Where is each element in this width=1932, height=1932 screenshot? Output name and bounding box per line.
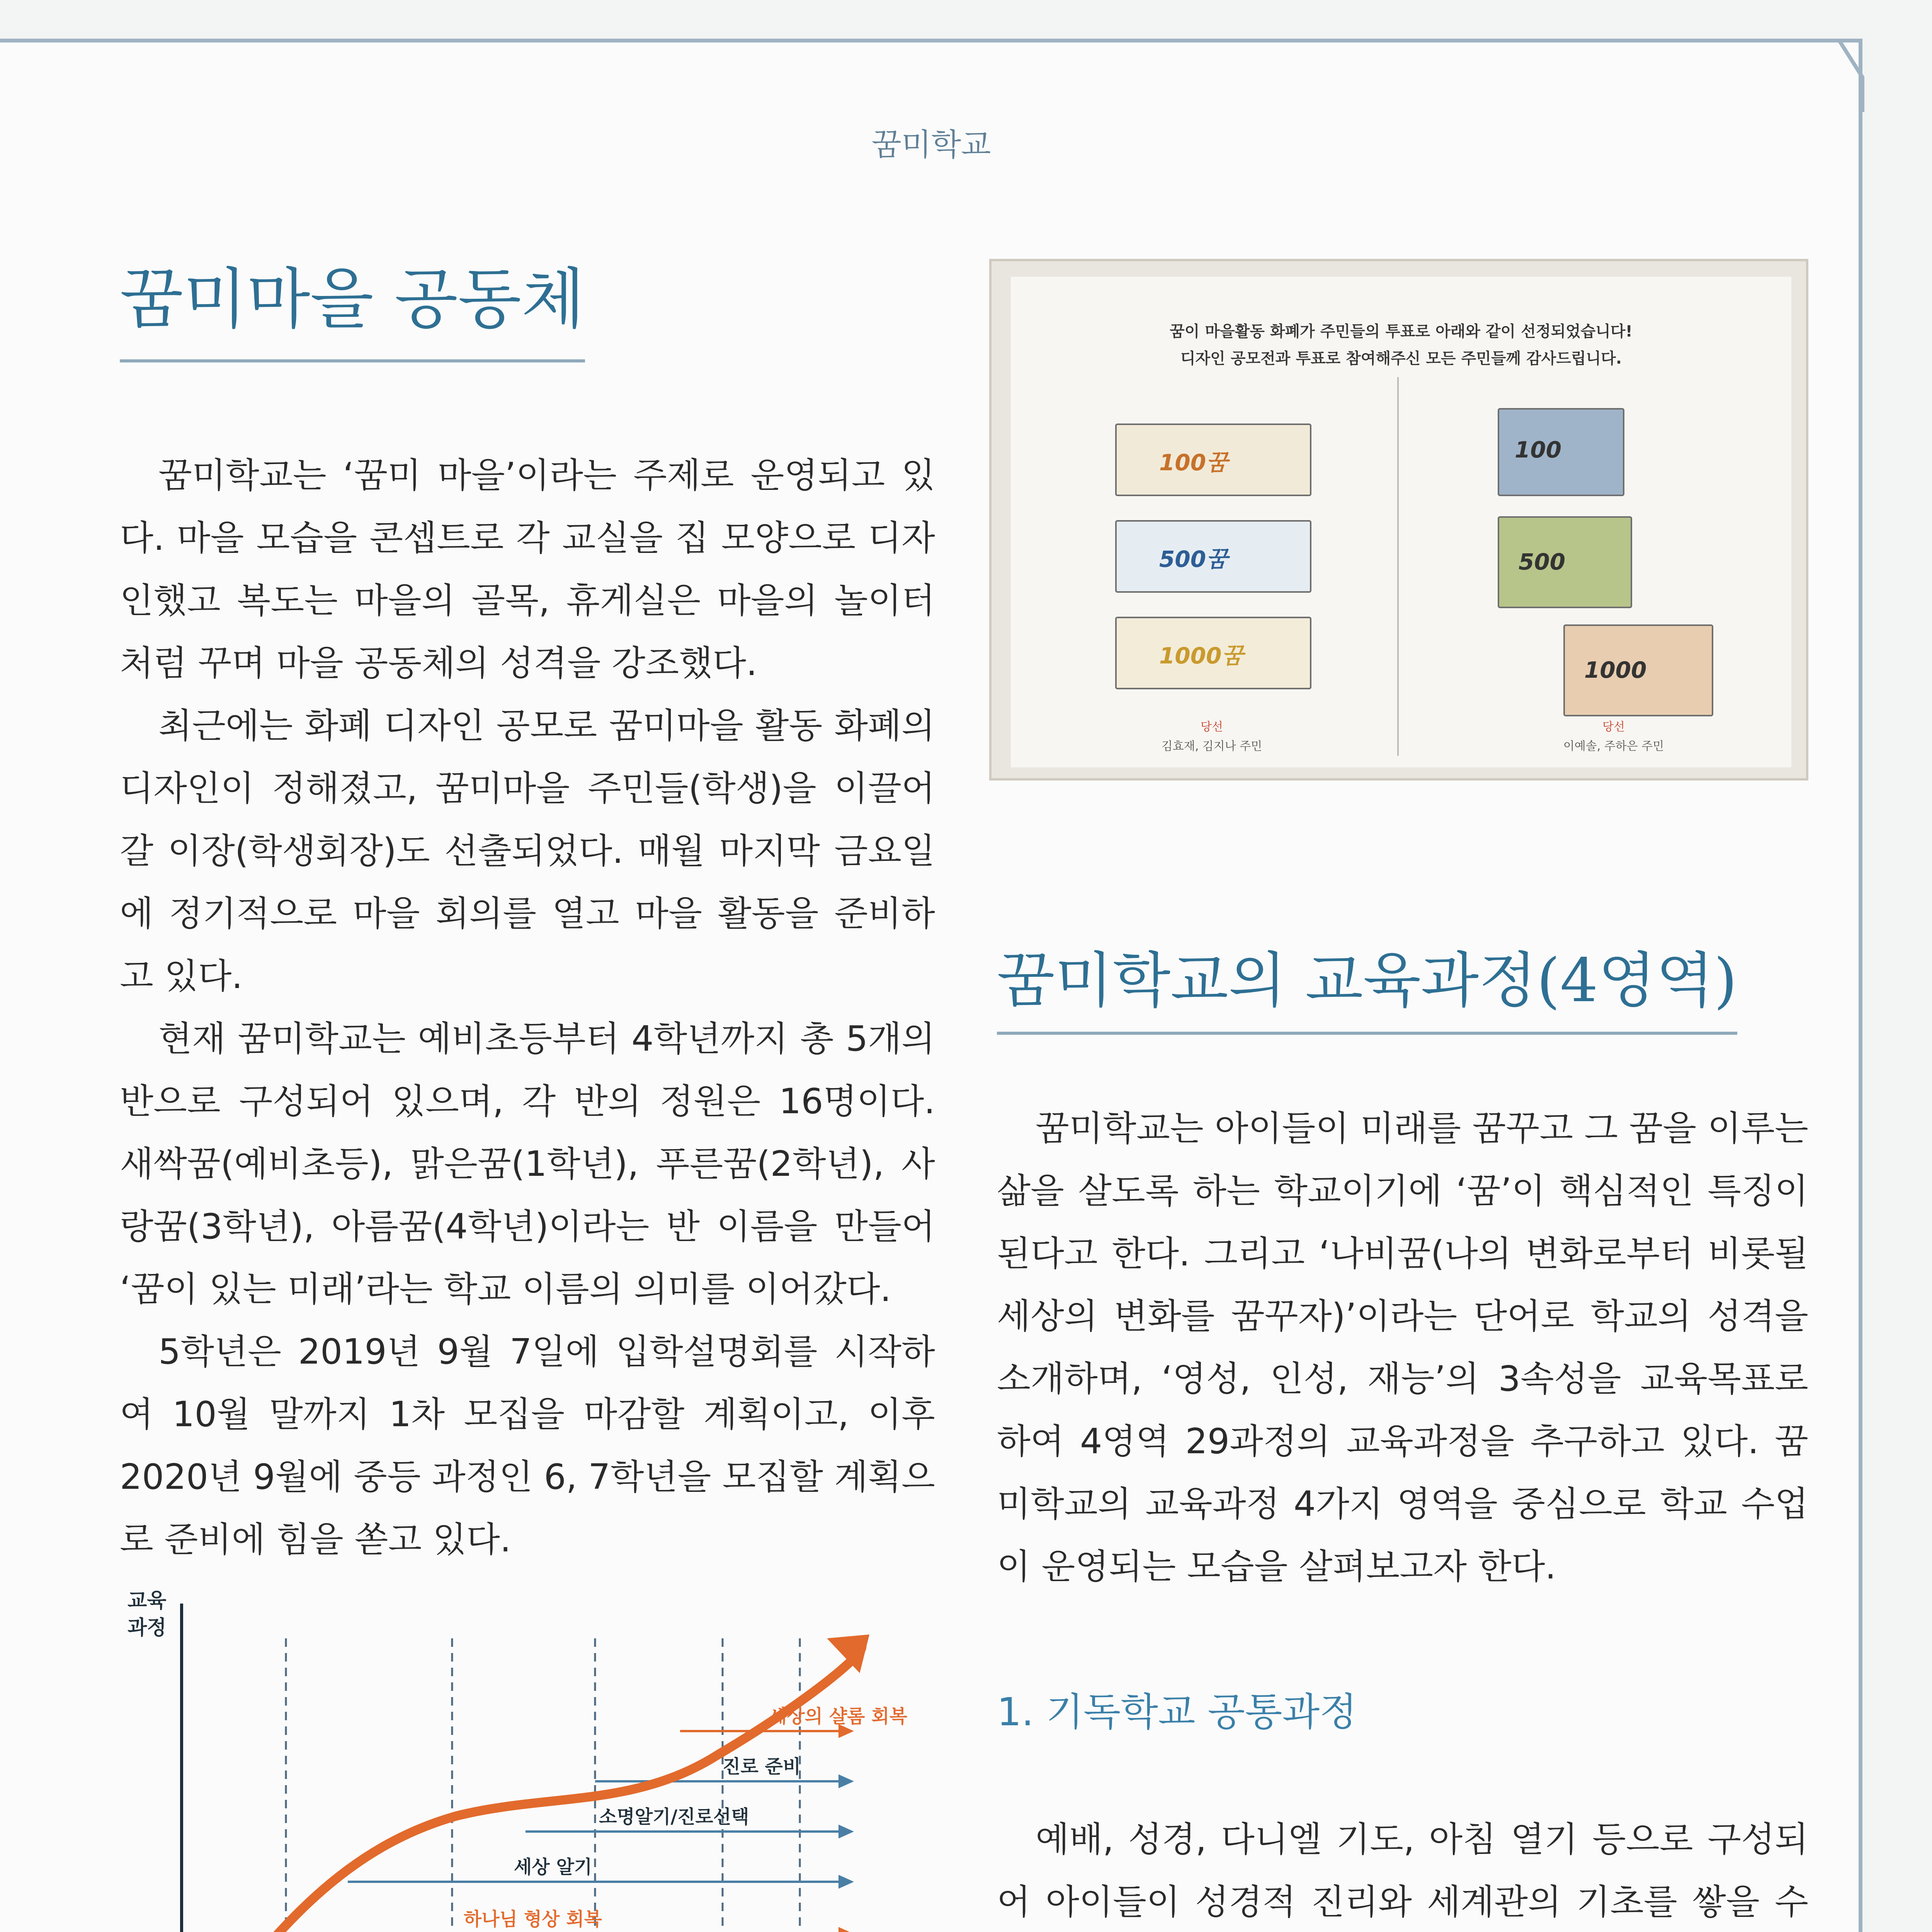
objective-arrow-label: 하나님 형상 회복 bbox=[464, 1908, 602, 1930]
poster bbox=[1011, 277, 1791, 767]
bill-left-100-label: 100꿈 bbox=[1159, 449, 1228, 476]
objective-arrow-head bbox=[838, 1927, 854, 1932]
y-axis-label-2: 과정 bbox=[128, 1616, 167, 1639]
bill-right-100-label: 100 bbox=[1515, 437, 1562, 463]
growth-curve bbox=[199, 1646, 862, 1932]
bill-right-500 bbox=[1498, 516, 1632, 608]
bill-left-500-label: 500꿈 bbox=[1159, 546, 1228, 572]
objective-arrow-head bbox=[838, 1825, 854, 1838]
bill-left-500 bbox=[1115, 520, 1311, 593]
poster-line-2: 디자인 공모전과 투표로 참여해주신 모든 주민들께 감사드립니다. bbox=[1180, 350, 1622, 367]
bill-left-100 bbox=[1115, 423, 1311, 496]
section2-title: 꿈미학교의 교육과정(4영역) bbox=[997, 951, 1737, 1035]
caption-left: 김효재, 김지나 주민 bbox=[1161, 740, 1262, 753]
bill-right-1000 bbox=[1563, 624, 1713, 716]
section1-body bbox=[120, 444, 935, 1571]
section1-paragraph: 현재 꿈미학교는 예비초등부터 4학년까지 총 5개의 반으로 구성되어 있으며, 각 반의 정원은 16명이다. 새싹꿈(예비초등), 맑은꿈(1학년), 푸른꿈(2학년), 사랑꿈(3학년), 아름꿈(4학년)이라는 반 이름을 만들어 ‘꿈이 있는 미래’라는 학교 이름의 의미를 이어갔다. bbox=[120, 1019, 935, 1310]
currency-poster-photo bbox=[989, 259, 1808, 781]
bill-left-1000-label: 1000꿈 bbox=[1159, 643, 1243, 669]
corner-decoration bbox=[1816, 35, 1866, 112]
curriculum-chart bbox=[116, 1577, 951, 1932]
section1-paragraph: 5학년은 2019년 9월 7일에 입학설명회를 시작하여 10월 말까지 1차 모집을 마감할 계획이고, 이후 2020년 9월에 중등 과정인 6, 7학년을 모집할 계획으로 준비에 힘을 쏟고 있다. bbox=[120, 1332, 935, 1560]
caption-right: 이예솔, 주하은 주민 bbox=[1563, 740, 1664, 753]
subsection1-title: 1. 기독학교 공통과정 bbox=[997, 1689, 1357, 1735]
objective-arrow-label: 소명알기/진로선택 bbox=[599, 1806, 749, 1828]
caption-right-title: 당선 bbox=[1602, 720, 1625, 734]
running-title: 꿈미학교 bbox=[871, 127, 991, 163]
poster-line-1: 꿈이 마을활동 화폐가 주민들의 투표로 아래와 같이 선정되었습니다! bbox=[1170, 323, 1633, 340]
stage-dividers bbox=[286, 1638, 800, 1932]
objective-arrow-label: 진로 준비 bbox=[723, 1756, 801, 1777]
section1-paragraph: 최근에는 화폐 디자인 공모로 꿈미마을 활동 화폐의 디자인이 정해졌고, 꿈미마을 주민들(학생)을 이끌어갈 이장(학생회장)도 선출되었다. 매월 마지막 금요일에 정기적으로 마을 회의를 열고 마을 활동을 준비하고 있다. bbox=[120, 706, 935, 997]
caption-left-title: 당선 bbox=[1201, 720, 1223, 734]
y-axis-label-1: 교육 bbox=[128, 1589, 167, 1612]
poster-divider bbox=[1397, 377, 1399, 756]
subsection1-paragraph: 예배, 성경, 다니엘 기도, 아침 열기 등으로 구성되어 아이들이 성경적 진리와 세계관의 기초를 쌓을 수 bbox=[997, 1819, 1808, 1922]
objective-arrow-label: 세상의 샬롬 회복 bbox=[769, 1706, 907, 1727]
subsection1-body bbox=[997, 1808, 1808, 1932]
objective-arrow-head bbox=[838, 1774, 854, 1788]
objective-arrow-label: 세상 알기 bbox=[514, 1856, 592, 1878]
section1-paragraph: 꿈미학교는 ‘꿈미 마을’이라는 주제로 운영되고 있다. 마을 모습을 콘셉트로 각 교실을 집 모양으로 디자인했고 복도는 마을의 골목, 휴게실은 마을의 놀이터처럼 꾸며 마을 공동체의 성격을 강조했다. bbox=[120, 455, 935, 684]
bill-right-100 bbox=[1498, 408, 1624, 496]
section2-intro bbox=[997, 1097, 1808, 1598]
bill-right-500-label: 500 bbox=[1519, 549, 1566, 575]
bill-left-1000 bbox=[1115, 617, 1311, 689]
objective-arrow-head bbox=[838, 1875, 854, 1889]
section2-paragraph: 꿈미학교는 아이들이 미래를 꿈꾸고 그 꿈을 이루는 삶을 살도록 하는 학교이기에 ‘꿈’이 핵심적인 특징이 된다고 한다. 그리고 ‘나비꿈(나의 변화로부터 비롯될 세상의 변화를 꿈꾸자)’이라는 단어로 학교의 성격을 소개하며, ‘영성, 인성, 재능’의 3속성을 교육목표로 하여 4영역 29과정의 교육과정을 추구하고 있다. 꿈미학교의 교육과정 4가지 영역을 중심으로 학교 수업이 운영되는 모습을 살펴보고자 한다. bbox=[997, 1108, 1808, 1587]
bill-right-1000-label: 1000 bbox=[1584, 657, 1647, 683]
section1-title: 꿈미마을 공동체 bbox=[120, 267, 585, 362]
